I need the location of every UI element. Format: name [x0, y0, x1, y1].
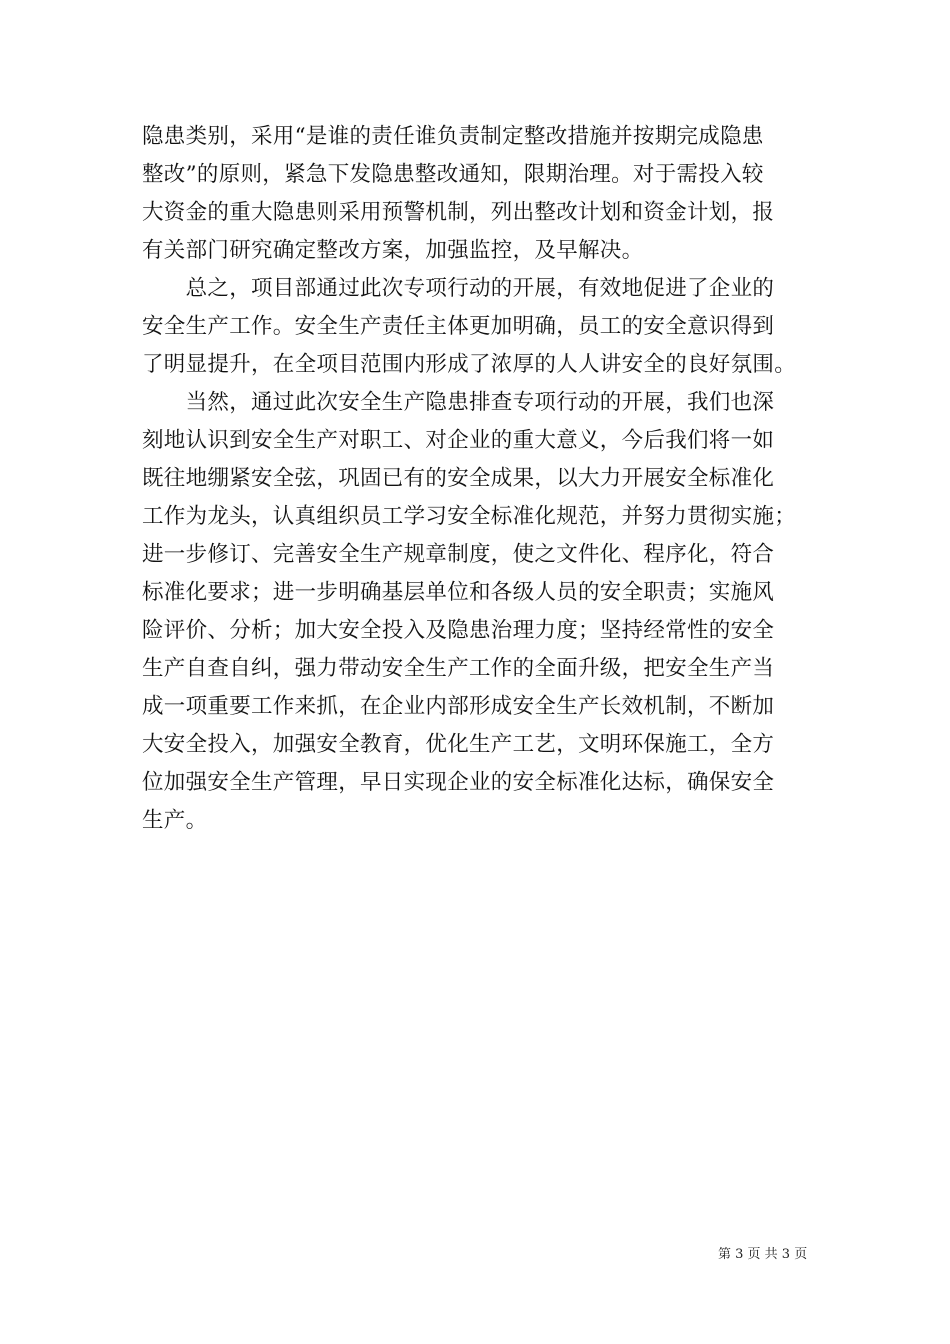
page-number: 第 3 页 共 3 页 [718, 1247, 808, 1262]
text-line: 生产自查自纠，强力带动安全生产工作的全面升级，把安全生产当 [142, 656, 775, 681]
text-line: 位加强安全生产管理，早日实现企业的安全标准化达标，确保安全 [142, 770, 775, 795]
text-line: 成一项重要工作来抓，在企业内部形成安全生产长效机制，不断加 [142, 694, 775, 719]
text-line: 大资金的重大隐患则采用预警机制，列出整改计划和资金计划，报 [142, 200, 775, 225]
text-line: 有关部门研究确定整改方案，加强监控，及早解决。 [142, 238, 644, 263]
text-line: 隐患类别，采用“是谁的责任谁负责制定整改措施并按期完成隐患 [142, 124, 764, 149]
text-line: 工作为龙头，认真组织员工学习安全标准化规范，并努力贯彻实施； [142, 504, 797, 529]
text-line: 大安全投入，加强安全教育，优化生产工艺，文明环保施工，全方 [142, 732, 775, 757]
text-line: 当然，通过此次安全生产隐患排查专项行动的开展，我们也深 [142, 390, 775, 415]
text-line: 生产。 [142, 808, 208, 833]
text-line: 总之，项目部通过此次专项行动的开展，有效地促进了企业的 [142, 276, 775, 301]
text-line: 整改”的原则，紧急下发隐患整改通知，限期治理。对于需投入较 [142, 162, 764, 187]
text-line: 进一步修订、完善安全生产规章制度，使之文件化、程序化，符合 [142, 542, 775, 567]
text-line: 险评价、分析；加大安全投入及隐患治理力度；坚持经常性的安全 [142, 618, 775, 643]
text-line: 既往地绷紧安全弦，巩固已有的安全成果，以大力开展安全标准化 [142, 466, 775, 491]
text-line: 安全生产工作。安全生产责任主体更加明确，员工的安全意识得到 [142, 314, 775, 339]
text-line: 标准化要求；进一步明确基层单位和各级人员的安全职责；实施风 [142, 580, 775, 605]
text-line: 了明显提升，在全项目范围内形成了浓厚的人人讲安全的良好氛围。 [142, 352, 797, 377]
body-text [142, 118, 810, 840]
text-line: 刻地认识到安全生产对职工、对企业的重大意义，今后我们将一如 [142, 428, 775, 453]
